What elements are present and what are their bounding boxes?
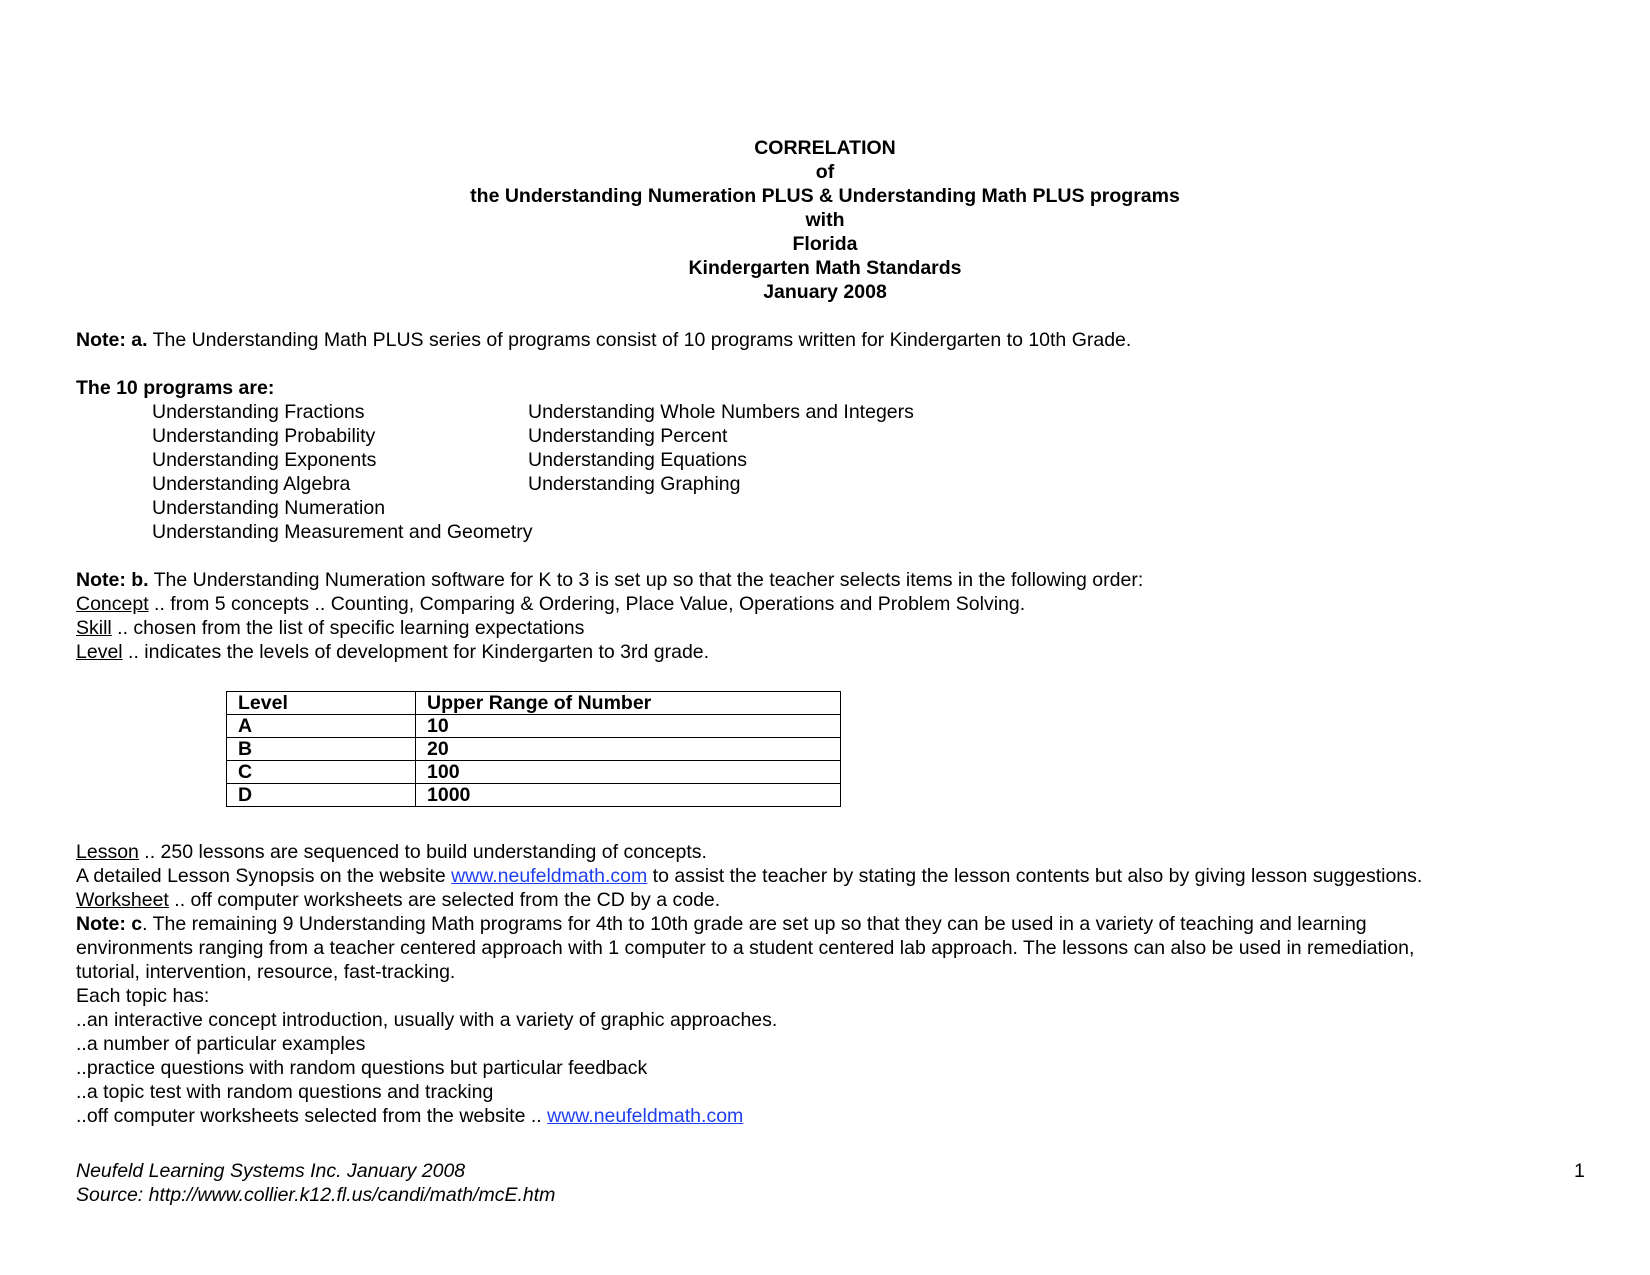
lesson-text: .. 250 lessons are sequenced to build understanding of concepts. — [138, 841, 707, 863]
worksheet-line — [76, 888, 720, 912]
note-a-label: Note: a. — [76, 329, 148, 351]
title-line-2: of — [815, 161, 835, 183]
note-c-line2: environments ranging from a teacher centered approach with 1 computer to a student centered lab approach. The lessons can also be used in remediation, — [76, 937, 1415, 959]
list-item: ..practice questions with random questions but particular feedback — [76, 1057, 648, 1079]
title-line-6: Kindergarten Math Standards — [688, 257, 962, 279]
list-item: ..an interactive concept introduction, usually with a variety of graphic approaches. — [76, 1009, 778, 1031]
table-row — [227, 784, 841, 807]
list-item-last — [76, 1104, 743, 1128]
note-c-line3: tutorial, intervention, resource, fast-tracking. — [76, 961, 456, 983]
lesson-term: Lesson — [76, 841, 139, 863]
worksheet-term: Worksheet — [76, 889, 169, 911]
footer-company: Neufeld Learning Systems Inc. January 2008 — [76, 1160, 466, 1182]
table-row — [227, 738, 841, 761]
table-cell: 10 — [416, 715, 841, 738]
program-item: Understanding Measurement and Geometry — [152, 521, 533, 543]
note-c-label: Note: c — [76, 913, 143, 935]
title-line-7: January 2008 — [763, 281, 887, 303]
skill-text: .. chosen from the list of specific learning expectations — [111, 617, 585, 639]
table-cell: 20 — [416, 738, 841, 761]
table-cell: 1000 — [416, 784, 841, 807]
level-table — [226, 691, 841, 807]
program-item: Understanding Algebra — [152, 473, 351, 495]
note-b-text: The Understanding Numeration software for K to 3 is set up so that the teacher selects items in the following order: — [148, 569, 1144, 591]
program-item: Understanding Graphing — [528, 473, 741, 495]
program-item: Understanding Exponents — [152, 449, 377, 471]
synopsis-post: to assist the teacher by stating the lesson contents but also by giving lesson suggestions. — [647, 865, 1423, 887]
footer-source: Source: http://www.collier.k12.fl.us/candi/math/mcE.htm — [76, 1184, 556, 1206]
note-c — [76, 912, 1367, 936]
table-header-cell: Upper Range of Number — [416, 692, 841, 715]
lesson-line — [76, 840, 707, 864]
skill-term: Skill — [76, 617, 112, 639]
level-text: .. indicates the levels of development for Kindergarten to 3rd grade. — [122, 641, 710, 663]
each-topic-heading: Each topic has: — [76, 985, 210, 1007]
table-header-cell: Level — [227, 692, 416, 715]
title-line-4: with — [805, 209, 845, 231]
program-item: Understanding Percent — [528, 425, 728, 447]
list-item: ..a number of particular examples — [76, 1033, 366, 1055]
note-b — [76, 568, 1143, 592]
last-item-text: ..off computer worksheets selected from the website .. — [76, 1105, 548, 1127]
page-number: 1 — [1574, 1160, 1585, 1182]
website-link[interactable]: www.neufeldmath.com — [547, 1105, 744, 1127]
table-cell: B — [227, 738, 416, 761]
synopsis-pre: A detailed Lesson Synopsis on the website — [76, 865, 452, 887]
table-header-row — [227, 692, 841, 715]
title-line-3: the Understanding Numeration PLUS & Understanding Math PLUS programs — [470, 185, 1180, 207]
concept-line — [76, 592, 1025, 616]
note-b-label: Note: b. — [76, 569, 149, 591]
note-a — [76, 328, 1131, 352]
title-line-1: CORRELATION — [754, 137, 896, 159]
table-cell: A — [227, 715, 416, 738]
concept-term: Concept — [76, 593, 149, 615]
program-item: Understanding Fractions — [152, 401, 365, 423]
worksheet-text: .. off computer worksheets are selected from the CD by a code. — [168, 889, 721, 911]
table-row — [227, 715, 841, 738]
programs-heading: The 10 programs are: — [76, 377, 275, 399]
program-item: Understanding Numeration — [152, 497, 386, 519]
program-item: Understanding Whole Numbers and Integers — [528, 401, 914, 423]
table-cell: 100 — [416, 761, 841, 784]
table-row — [227, 761, 841, 784]
level-term: Level — [76, 641, 123, 663]
note-c-line1: . The remaining 9 Understanding Math programs for 4th to 10th grade are set up so that they can be used in a variety of teaching and learning — [142, 913, 1367, 935]
program-item: Understanding Probability — [152, 425, 376, 447]
website-link[interactable]: www.neufeldmath.com — [451, 865, 648, 887]
level-line — [76, 640, 709, 664]
title-line-5: Florida — [792, 233, 858, 255]
skill-line — [76, 616, 584, 640]
table-cell: D — [227, 784, 416, 807]
synopsis-line — [76, 864, 1422, 888]
note-a-text: The Understanding Math PLUS series of programs consist of 10 programs written for Kindergarten to 10th Grade. — [147, 329, 1132, 351]
table-cell: C — [227, 761, 416, 784]
concept-text: .. from 5 concepts .. Counting, Comparing & Ordering, Place Value, Operations and Problem Solving. — [148, 593, 1026, 615]
list-item: ..a topic test with random questions and tracking — [76, 1081, 494, 1103]
program-item: Understanding Equations — [528, 449, 747, 471]
